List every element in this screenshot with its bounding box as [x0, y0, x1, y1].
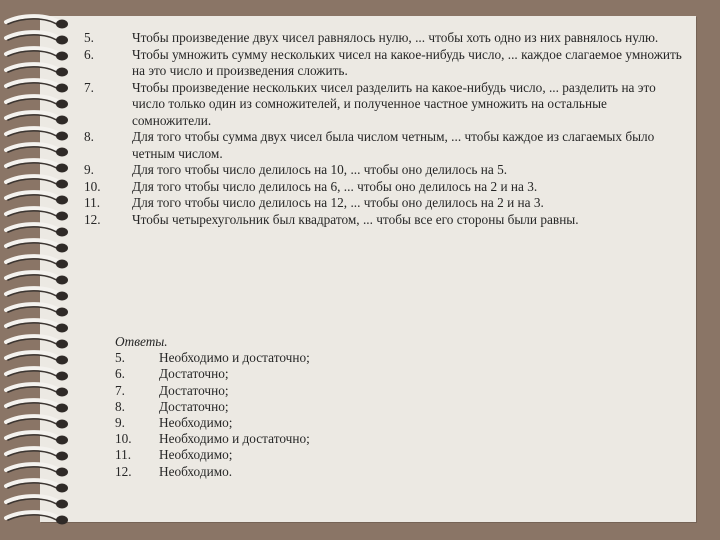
- statement-number: 9.: [84, 162, 94, 177]
- spiral-ring-icon: [6, 48, 68, 60]
- spiral-ring-icon: [6, 304, 68, 316]
- spiral-ring-icon: [6, 320, 68, 332]
- statement-number: 5.: [84, 30, 94, 45]
- answer-text: Необходимо и достаточно;: [159, 431, 310, 447]
- statement-item: [84, 212, 684, 229]
- statement-text: Чтобы умножить сумму нескольких чисел на какое-нибудь число, ... каждое слагаемое умножить на это число и произведения сложить.: [132, 46, 682, 78]
- statement-number: 10.: [84, 178, 101, 194]
- spiral-ring-icon: [6, 160, 68, 172]
- statements-list: [84, 30, 684, 228]
- spiral-ring-icon: [6, 128, 68, 140]
- spiral-ring-icon: [6, 208, 68, 220]
- spiral-ring-icon: [6, 256, 68, 268]
- statement-item: [84, 195, 684, 212]
- answer-item: [115, 415, 310, 431]
- spiral-ring-icon: [6, 464, 68, 476]
- spiral-ring-icon: [6, 336, 68, 348]
- answer-item: [115, 383, 310, 399]
- answer-text: Необходимо;: [159, 415, 233, 431]
- spiral-ring-icon: [6, 448, 68, 460]
- spiral-ring-icon: [6, 64, 68, 76]
- answer-text: Необходимо;: [159, 447, 233, 463]
- spiral-ring-icon: [6, 352, 68, 364]
- statement-number: 8.: [84, 129, 94, 144]
- answer-text: Необходимо.: [159, 463, 233, 479]
- spiral-ring-icon: [6, 368, 68, 380]
- statement-number: 7.: [84, 79, 94, 95]
- statement-number: 6.: [84, 46, 94, 62]
- spiral-ring-icon: [6, 240, 68, 252]
- statement-number: 11.: [84, 195, 101, 210]
- statement-item: [84, 80, 684, 130]
- answer-number: 9.: [115, 415, 125, 431]
- statement-text: Для того чтобы сумма двух чисел была числом четным, ... чтобы каждое из слагаемых было четным числом.: [132, 129, 655, 161]
- spiral-ring-icon: [6, 272, 68, 284]
- spiral-ring-icon: [6, 224, 68, 236]
- answer-text: Достаточно;: [159, 398, 229, 414]
- spiral-ring-icon: [6, 512, 68, 524]
- spiral-ring-icon: [6, 432, 68, 444]
- answer-number: 5.: [115, 350, 125, 366]
- spiral-ring-icon: [6, 400, 68, 412]
- spiral-ring-icon: [6, 288, 68, 300]
- spiral-ring-icon: [6, 32, 68, 44]
- statement-item: [84, 129, 684, 162]
- answers-title: Ответы.: [115, 334, 168, 349]
- answer-text: Достаточно;: [159, 382, 229, 398]
- answer-number: 7.: [115, 382, 125, 398]
- spiral-ring-icon: [6, 144, 68, 156]
- statement-text: Чтобы произведение нескольких чисел разделить на какое-нибудь число, ... разделить на это число только один из сомножителей, и полученное частное умножить на остальные сомножители.: [132, 79, 656, 128]
- statement-item: [84, 47, 684, 80]
- spiral-ring-icon: [6, 496, 68, 508]
- spiral-ring-icon: [6, 176, 68, 188]
- spiral-ring-icon: [6, 416, 68, 428]
- spiral-ring-icon: [6, 16, 68, 28]
- answer-item: [115, 464, 310, 480]
- answers-block: [115, 334, 310, 480]
- answer-item: [115, 350, 310, 366]
- answer-number: 12.: [115, 463, 132, 479]
- answer-number: 6.: [115, 366, 125, 382]
- spiral-ring-icon: [6, 480, 68, 492]
- statement-item: [84, 179, 684, 196]
- answer-item: [115, 399, 310, 415]
- answer-text: Необходимо и достаточно;: [159, 350, 310, 366]
- answer-item: [115, 366, 310, 382]
- statement-text: Чтобы произведение двух чисел равнялось нулю, ... чтобы хоть одно из них равнялось нулю.: [132, 30, 659, 45]
- statement-number: 12.: [84, 211, 101, 227]
- statement-item: [84, 162, 684, 179]
- answer-item: [115, 431, 310, 447]
- answer-text: Достаточно;: [159, 366, 229, 382]
- statement-text: Для того чтобы число делилось на 6, ... чтобы оно делилось на 2 и на 3.: [132, 178, 538, 194]
- spiral-ring-icon: [6, 112, 68, 124]
- answer-item: [115, 447, 310, 463]
- statement-item: [84, 30, 684, 47]
- spiral-ring-icon: [6, 384, 68, 396]
- statement-text: Для того чтобы число делилось на 12, ... чтобы оно делилось на 2 и на 3.: [132, 195, 544, 210]
- spiral-ring-icon: [6, 192, 68, 204]
- spiral-ring-icon: [6, 96, 68, 108]
- spiral-ring-icon: [6, 80, 68, 92]
- answer-number: 11.: [115, 447, 132, 463]
- answer-number: 8.: [115, 398, 125, 414]
- answer-number: 10.: [115, 431, 132, 447]
- spiral-binding-icon: [0, 12, 80, 532]
- statement-text: Чтобы четырехугольник был квадратом, ... чтобы все его стороны были равны.: [132, 211, 579, 227]
- statement-text: Для того чтобы число делилось на 10, ... чтобы оно делилось на 5.: [132, 162, 508, 177]
